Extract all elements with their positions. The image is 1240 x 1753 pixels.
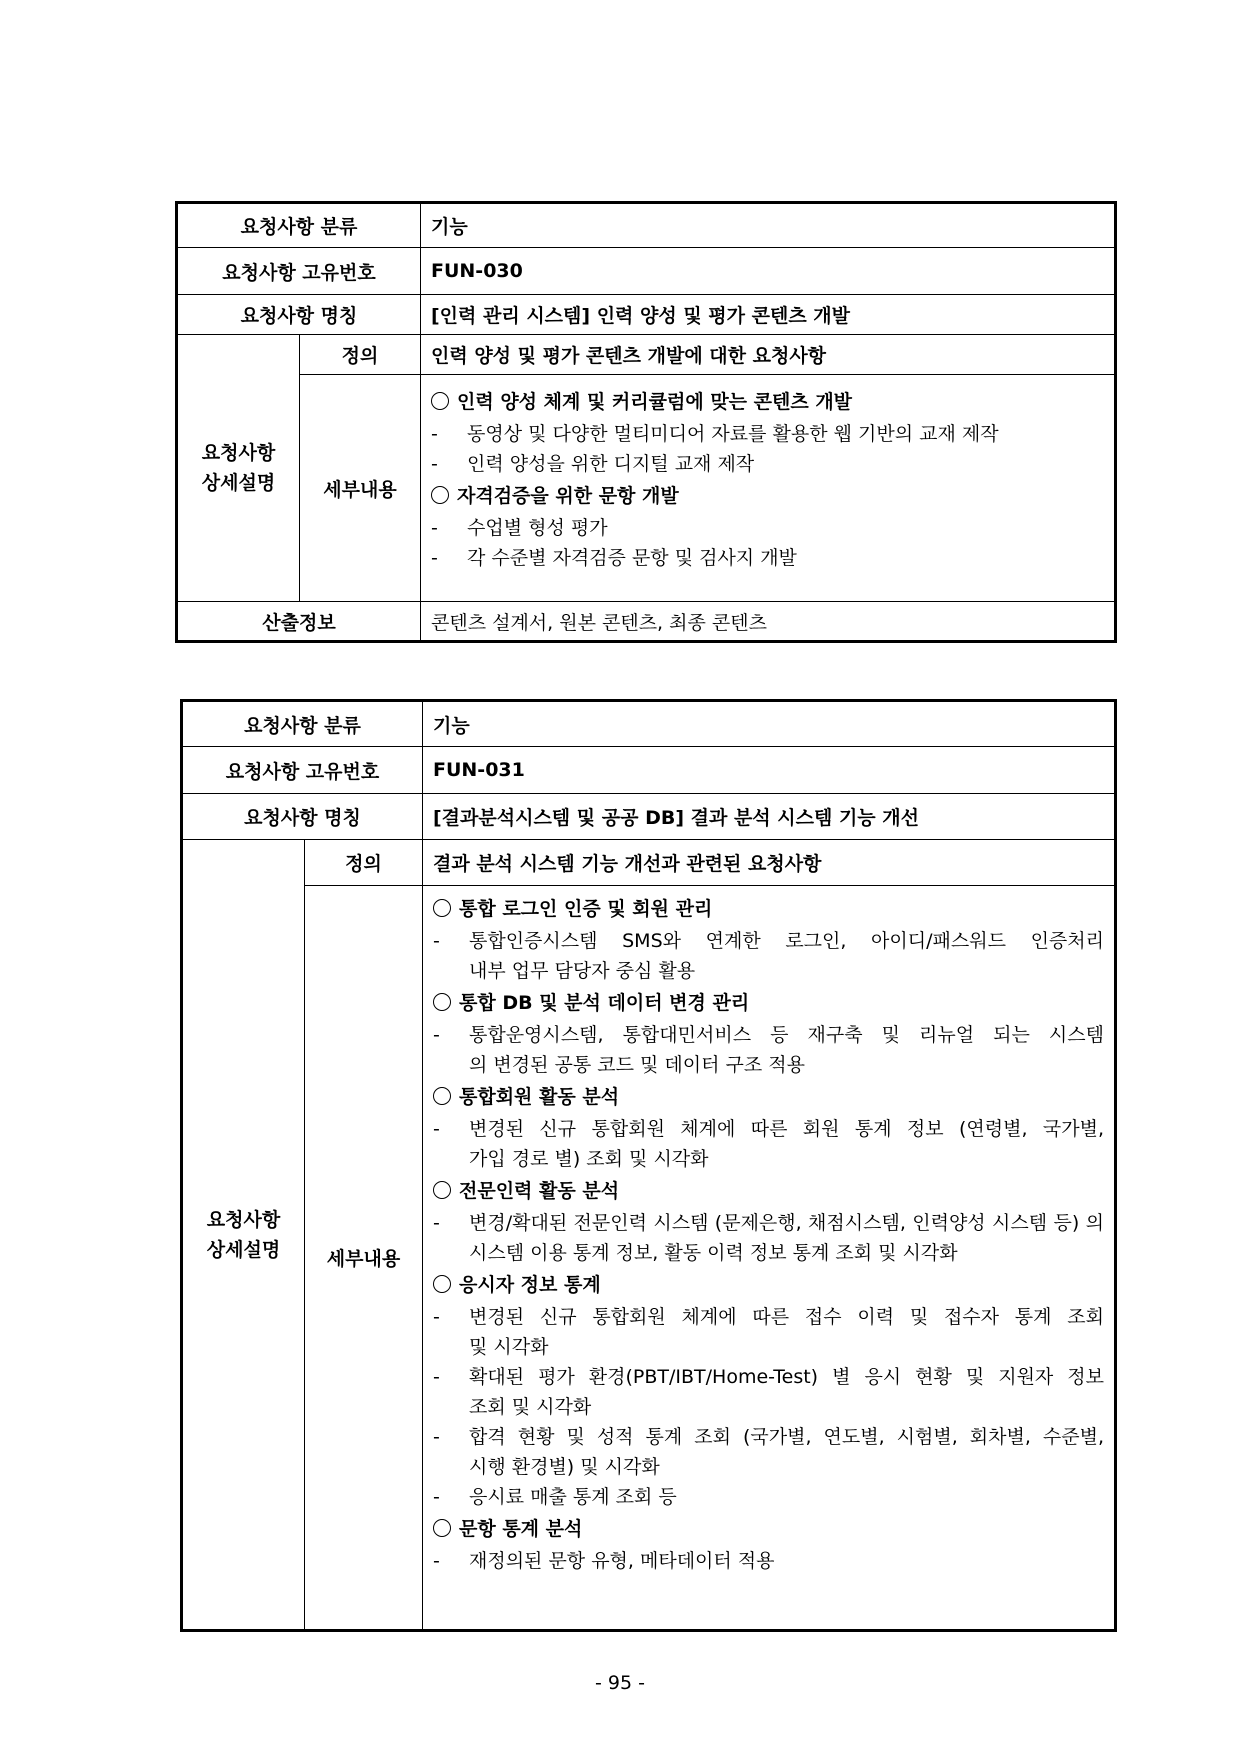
dash-bullet-icon: - bbox=[433, 1550, 440, 1572]
section-heading bbox=[431, 479, 1104, 513]
bullet-item-line: 응시료 매출 통계 조회 등 bbox=[469, 1486, 677, 1508]
id-label: 요청사항 고유번호 bbox=[177, 248, 421, 295]
bullet-item-line: 수업별 형성 평가 bbox=[467, 517, 608, 539]
bullet-item bbox=[433, 1114, 1104, 1174]
dash-bullet-icon: - bbox=[433, 1118, 440, 1140]
bullet-item-line: 시스템 이용 통계 정보, 활동 이력 정보 통계 조회 및 시각화 bbox=[469, 1242, 958, 1264]
section-heading-text: 통합 로그인 인증 및 회원 관리 bbox=[459, 898, 713, 920]
circle-bullet-icon bbox=[433, 1181, 451, 1199]
circle-bullet-icon bbox=[433, 1275, 451, 1293]
content-label: 세부내용 bbox=[300, 375, 421, 602]
section-heading-text: 자격검증을 위한 문항 개발 bbox=[457, 485, 679, 507]
bullet-item-line: 통합운영시스템, 통합대민서비스 등 재구축 및 리뉴얼 되는 시스템 bbox=[469, 1024, 1104, 1046]
dash-bullet-icon: - bbox=[431, 547, 438, 569]
id-value: FUN-031 bbox=[423, 747, 1116, 794]
section-heading-text: 인력 양성 체계 및 커리큘럼에 맞는 콘텐츠 개발 bbox=[457, 391, 853, 413]
bullet-item bbox=[433, 1482, 1104, 1512]
requirement-table-fun-030 bbox=[175, 201, 1117, 643]
definition-value: 인력 양성 및 평가 콘텐츠 개발에 대한 요청사항 bbox=[421, 335, 1116, 375]
definition-label: 정의 bbox=[305, 840, 423, 886]
name-value: [결과분석시스템 및 공공 DB] 결과 분석 시스템 기능 개선 bbox=[423, 794, 1116, 840]
id-value: FUN-030 bbox=[421, 248, 1116, 295]
section-heading bbox=[431, 385, 1104, 419]
dash-bullet-icon: - bbox=[433, 930, 440, 952]
dash-bullet-icon: - bbox=[433, 1426, 440, 1448]
bullet-item bbox=[431, 543, 1104, 573]
dash-bullet-icon: - bbox=[431, 423, 438, 445]
bullet-item bbox=[433, 1546, 1104, 1576]
requirement-table-fun-031 bbox=[180, 699, 1117, 1632]
bullet-item bbox=[433, 926, 1104, 986]
dash-bullet-icon: - bbox=[433, 1306, 440, 1328]
category-value: 기능 bbox=[423, 701, 1116, 747]
name-label: 요청사항 명칭 bbox=[177, 295, 421, 335]
bullet-item-line: 변경된 신규 통합회원 체계에 따른 접수 이력 및 접수자 통계 조회 bbox=[469, 1306, 1104, 1328]
detail-label: 요청사항 상세설명 bbox=[182, 840, 305, 1631]
bullet-item bbox=[433, 1422, 1104, 1482]
circle-bullet-icon bbox=[431, 392, 449, 410]
page-number: - 95 - bbox=[595, 1672, 645, 1694]
category-label: 요청사항 분류 bbox=[182, 701, 423, 747]
dash-bullet-icon: - bbox=[431, 453, 438, 475]
bullet-item bbox=[433, 1362, 1104, 1422]
section-heading-text: 전문인력 활동 분석 bbox=[459, 1180, 620, 1202]
category-value: 기능 bbox=[421, 203, 1116, 248]
section-heading bbox=[433, 986, 1104, 1020]
bullet-item-line: 각 수준별 자격검증 문항 및 검사지 개발 bbox=[467, 547, 797, 569]
category-label: 요청사항 분류 bbox=[177, 203, 421, 248]
content-value bbox=[421, 375, 1116, 602]
name-value: [인력 관리 시스템] 인력 양성 및 평가 콘텐츠 개발 bbox=[421, 295, 1116, 335]
bullet-item bbox=[431, 513, 1104, 543]
definition-value: 결과 분석 시스템 기능 개선과 관련된 요청사항 bbox=[423, 840, 1116, 886]
section-heading-text: 통합 DB 및 분석 데이터 변경 관리 bbox=[459, 992, 750, 1014]
section-heading-text: 응시자 정보 통계 bbox=[459, 1274, 601, 1296]
bullet-item-line: 시행 환경별) 및 시각화 bbox=[469, 1456, 660, 1478]
section-heading bbox=[433, 1268, 1104, 1302]
output-value: 콘텐츠 설계서, 원본 콘텐츠, 최종 콘텐츠 bbox=[421, 602, 1116, 642]
section-heading-text: 통합회원 활동 분석 bbox=[459, 1086, 620, 1108]
circle-bullet-icon bbox=[433, 1087, 451, 1105]
circle-bullet-icon bbox=[433, 899, 451, 917]
content-label: 세부내용 bbox=[305, 886, 423, 1631]
bullet-item bbox=[433, 1208, 1104, 1268]
bullet-item bbox=[431, 449, 1104, 479]
dash-bullet-icon: - bbox=[433, 1212, 440, 1234]
dash-bullet-icon: - bbox=[433, 1486, 440, 1508]
circle-bullet-icon bbox=[433, 993, 451, 1011]
bullet-item-line: 변경/확대된 전문인력 시스템 (문제은행, 채점시스템, 인력양성 시스템 등) 의 bbox=[469, 1212, 1104, 1234]
section-heading-text: 문항 통계 분석 bbox=[459, 1518, 583, 1540]
bullet-item-line: 및 시각화 bbox=[469, 1336, 549, 1358]
bullet-item-line: 인력 양성을 위한 디지털 교재 제작 bbox=[467, 453, 755, 475]
detail-label: 요청사항 상세설명 bbox=[177, 335, 300, 602]
dash-bullet-icon: - bbox=[433, 1024, 440, 1046]
definition-label: 정의 bbox=[300, 335, 421, 375]
content-value bbox=[423, 886, 1116, 1631]
bullet-item bbox=[433, 1302, 1104, 1362]
dash-bullet-icon: - bbox=[431, 517, 438, 539]
bullet-item-line: 변경된 신규 통합회원 체계에 따른 회원 통계 정보 (연령별, 국가별, bbox=[469, 1118, 1104, 1140]
circle-bullet-icon bbox=[431, 486, 449, 504]
bullet-item bbox=[431, 419, 1104, 449]
bullet-item-line: 동영상 및 다양한 멀티미디어 자료를 활용한 웹 기반의 교재 제작 bbox=[467, 423, 999, 445]
bullet-item-line: 내부 업무 담당자 중심 활용 bbox=[469, 960, 696, 982]
bullet-item bbox=[433, 1020, 1104, 1080]
id-label: 요청사항 고유번호 bbox=[182, 747, 423, 794]
section-heading bbox=[433, 1080, 1104, 1114]
bullet-item-line: 가입 경로 별) 조회 및 시각화 bbox=[469, 1148, 709, 1170]
circle-bullet-icon bbox=[433, 1519, 451, 1537]
bullet-item-line: 확대된 평가 환경(PBT/IBT/Home-Test) 별 응시 현황 및 지원자 정보 bbox=[469, 1366, 1104, 1388]
output-label: 산출정보 bbox=[177, 602, 421, 642]
section-heading bbox=[433, 1174, 1104, 1208]
bullet-item-line: 조회 및 시각화 bbox=[469, 1396, 592, 1418]
bullet-item-line: 통합인증시스템 SMS와 연계한 로그인, 아이디/패스워드 인증처리 bbox=[469, 930, 1104, 952]
section-heading bbox=[433, 1512, 1104, 1546]
bullet-item-line: 의 변경된 공통 코드 및 데이터 구조 적용 bbox=[469, 1054, 805, 1076]
bullet-item-line: 합격 현황 및 성적 통계 조회 (국가별, 연도별, 시험별, 회차별, 수준별, bbox=[469, 1426, 1104, 1448]
bullet-item-line: 재정의된 문항 유형, 메타데이터 적용 bbox=[469, 1550, 775, 1572]
dash-bullet-icon: - bbox=[433, 1366, 440, 1388]
section-heading bbox=[433, 892, 1104, 926]
name-label: 요청사항 명칭 bbox=[182, 794, 423, 840]
